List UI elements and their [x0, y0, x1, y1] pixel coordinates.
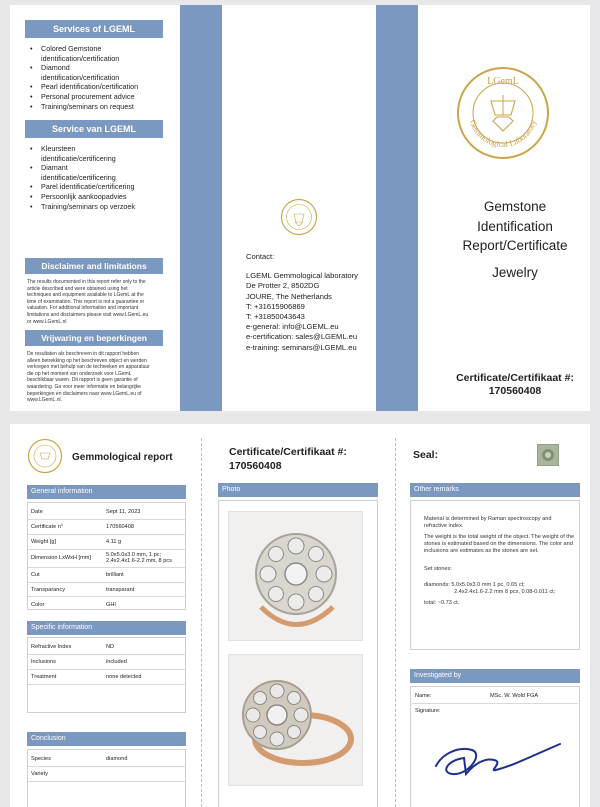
- contact-line: JOURE, The Netherlands: [246, 291, 332, 301]
- contact-label: Contact:: [246, 252, 275, 261]
- specific-info-table: [28, 640, 185, 685]
- cert-number: 170560408: [488, 385, 542, 397]
- list-item: • Training/seminars op verzoek: [30, 202, 135, 212]
- table-row: [28, 520, 185, 535]
- disclaimer-title: Disclaimer and limitations: [41, 261, 147, 271]
- remarks-header: [410, 483, 580, 497]
- contact-phone[interactable]: T: +31615906869: [246, 301, 305, 311]
- table-row: [28, 640, 185, 655]
- vrijwaring-line: www.LGemL.nl.: [27, 397, 63, 404]
- row-value: transparant: [103, 582, 185, 597]
- services-nl-list: [30, 144, 135, 211]
- row-value: [103, 767, 185, 782]
- brochure-title: [440, 197, 590, 282]
- remark-text: The weight is the total weight of the object. The weight of the stones is estimated based on the dimensions. The color and inclusions are estimates as the stones are set.: [424, 534, 575, 554]
- row-key: Color: [31, 601, 45, 608]
- row-value: Sept 11, 2023: [103, 505, 185, 520]
- disclaimer-line: techniques and equipment available to LGemL at the: [27, 292, 144, 299]
- row-value: ND: [103, 640, 185, 655]
- contact-email[interactable]: e-certification: sales@LGEML.eu: [246, 332, 358, 342]
- logo-ring-text: Gemmological Laboratory: [467, 118, 539, 150]
- contact-email[interactable]: e-training: seminars@LGEML.eu: [246, 342, 357, 352]
- table-row: [412, 689, 578, 704]
- vrijwaring-line: waardering. Ga voor meer informatie en belangrijke: [27, 383, 141, 390]
- report-title: Gemmological report: [72, 452, 173, 463]
- vrijwaring-line: verkregen met behulp van de technieken en apparatuur: [27, 364, 150, 371]
- contact-line: LGEML Gemmological laboratory: [246, 271, 358, 281]
- row-value: [487, 704, 578, 719]
- general-info-header: [27, 485, 186, 499]
- conclusion-title: Conclusion: [31, 735, 66, 742]
- lgeml-logo-large: [455, 65, 551, 161]
- vrijwaring-line: beschikbaar waren. Dit rapport is geen garantie of: [27, 377, 138, 384]
- row-key: Refractive Index: [28, 640, 103, 655]
- disclaimer-line: article described and were obtained using het: [27, 285, 128, 292]
- investigated-table: [412, 689, 578, 719]
- photo-header: [218, 483, 378, 497]
- fold-stripe-left: [180, 5, 222, 411]
- list-item: • Parel identificatie/certificering: [30, 182, 135, 192]
- row-value: none detected: [103, 670, 185, 685]
- seal-label: Seal:: [413, 449, 439, 461]
- list-item: • Pearl identification/certification: [30, 82, 138, 92]
- row-value: GHI: [106, 601, 116, 608]
- vrijwaring-line: alleen betrekking op het beschreven object en werden: [27, 357, 147, 364]
- list-item: • Kleursteen: [30, 144, 135, 154]
- table-row: [28, 597, 185, 612]
- brochure-subtitle: Jewelry: [492, 264, 538, 280]
- list-item: • Diamond: [30, 63, 138, 73]
- vrijwaring-title: Vrijwaring en beperkingen: [41, 333, 147, 343]
- conclusion-table: [28, 752, 185, 782]
- vrijwaring-header: [25, 330, 163, 346]
- table-row: [28, 549, 185, 567]
- investigated-title: Investigated by: [414, 672, 462, 679]
- row-value: diamond: [103, 752, 185, 767]
- title-line: Identification: [477, 218, 553, 234]
- row-key: Treatment: [28, 670, 103, 685]
- row-key: Signature:: [415, 708, 441, 715]
- row-key: Cut: [28, 567, 103, 582]
- title-line: Gemstone: [483, 199, 547, 214]
- list-item: • Diamant: [30, 163, 135, 173]
- disclaimer-line: time of examination. This report is not a guarantee or: [27, 298, 145, 305]
- list-item: identification/certification: [41, 72, 120, 82]
- row-value: included: [103, 655, 185, 670]
- specific-info-title: Specific information: [31, 624, 93, 631]
- row-key: Transparancy: [28, 582, 103, 597]
- cert-number: 170560408: [229, 460, 282, 472]
- contact-line: De Protter 2, 8502DG: [246, 281, 320, 291]
- fold-stripe-right: [376, 5, 418, 411]
- services-nl-title: Service van LGEML: [51, 124, 137, 134]
- row-key: Variety: [28, 767, 103, 782]
- remark-text: total: ~0.73 ct.: [424, 600, 460, 606]
- ring-photo-bottom: [228, 654, 363, 786]
- table-row: [28, 582, 185, 597]
- disclaimer-line: or www.LGemL.nl: [27, 318, 67, 325]
- list-item: identificatie/certificering: [41, 172, 116, 182]
- disclaimer-line: valuation. For additional information and important: [27, 305, 139, 312]
- cert-label: Certificate/Certifikaat #:: [229, 446, 347, 458]
- photo-title: Photo: [222, 486, 241, 493]
- lgeml-logo-small: [280, 198, 318, 236]
- vrijwaring-line: die op het moment van onderzoek voor LGemL: [27, 370, 132, 377]
- table-row: [28, 567, 185, 582]
- disclaimer-header: [25, 258, 163, 274]
- disclaimer-text: [27, 279, 165, 325]
- contact-phone[interactable]: T: +31850043643: [246, 312, 305, 322]
- vrijwaring-text: [27, 351, 165, 404]
- row-value: brilliant: [103, 567, 185, 582]
- general-info-title: General information: [31, 488, 93, 495]
- row-value: 4.11 g: [103, 535, 185, 550]
- table-row: [28, 655, 185, 670]
- services-en-list: [30, 44, 138, 111]
- report-logo: [27, 438, 63, 474]
- row-value: 5.0x5.0x3.0 mm, 1 pc; 2.4x2.4x1.6-2.2 mm, 8 pcs: [103, 549, 185, 567]
- table-row: [28, 670, 185, 685]
- contact-block: [246, 252, 358, 353]
- general-info-table: [28, 505, 185, 612]
- brochure-sheet: [10, 5, 590, 411]
- remark-text: Material is determined by Raman spectroscopy and refractive index.: [424, 516, 552, 529]
- cert-label: Certificate/Certifikaat #:: [456, 372, 574, 384]
- conclusion-header: [27, 732, 186, 746]
- row-key: Dimension LxWxH [mm]: [28, 549, 103, 567]
- list-item: • Personal procurement advice: [30, 92, 138, 102]
- row-key: Species: [28, 752, 103, 767]
- logo-top-text: LGemL: [487, 76, 519, 87]
- table-row: [28, 767, 185, 782]
- table-row: [28, 752, 185, 767]
- title-line: Report/Certificate: [462, 238, 568, 253]
- services-nl-header: [25, 120, 163, 138]
- row-key: Name:: [412, 689, 487, 704]
- list-item: identificatie/certificering: [41, 153, 116, 163]
- divider: [395, 438, 396, 807]
- ring-photo-top: [228, 511, 363, 641]
- contact-email[interactable]: e-general: info@LGEML.eu: [246, 322, 339, 332]
- list-item: identification/certification: [41, 53, 120, 63]
- remark-text: Set stones:: [424, 566, 452, 572]
- specific-info-header: [27, 621, 186, 635]
- row-value: MSc. W. Wold FGA: [487, 689, 578, 704]
- row-key: Date: [28, 505, 103, 520]
- services-en-title: Services of LGEML: [52, 24, 136, 34]
- disclaimer-line: limitations and disclaimers please visit www.LGemL.eu: [27, 311, 149, 318]
- table-row: [28, 535, 185, 550]
- report-sheet: [10, 424, 590, 807]
- table-row: [412, 704, 578, 719]
- row-key: Weight [g]: [28, 535, 103, 550]
- table-row: [28, 505, 185, 520]
- row-key: Certificate n°: [28, 520, 103, 535]
- investigated-header: [410, 669, 580, 683]
- divider: [201, 438, 202, 807]
- list-item: • Colored Gemstone: [30, 44, 138, 54]
- row-value: 170560408: [103, 520, 185, 535]
- row-key: Inclusions: [28, 655, 103, 670]
- report-cert: [229, 445, 347, 473]
- brochure-cert: [430, 372, 600, 398]
- list-item: • Training/seminars on request: [30, 102, 138, 112]
- remark-text: 2.4x2.4x1.6-2.2 mm 8 pcs, 0.08-0.011 ct;: [454, 589, 556, 595]
- signature-image: [428, 724, 568, 784]
- remarks-title: Other remarks: [414, 486, 459, 493]
- remark-text: diamonds: 5.0x5.0x3.0 mm 1 pc, 0.65 ct;: [424, 582, 525, 588]
- seal-sticker: [537, 444, 559, 466]
- list-item: • Persoonlijk aankoopadvies: [30, 192, 135, 202]
- services-en-header: [25, 20, 163, 38]
- disclaimer-line: The results documented in this report refer only to the: [27, 279, 146, 285]
- vrijwaring-line: beperkingen en disclaimers naar www.LGemL.eu of: [27, 390, 142, 397]
- vrijwaring-line: De resultaten als beschreven in dit rapport hebben: [27, 351, 140, 357]
